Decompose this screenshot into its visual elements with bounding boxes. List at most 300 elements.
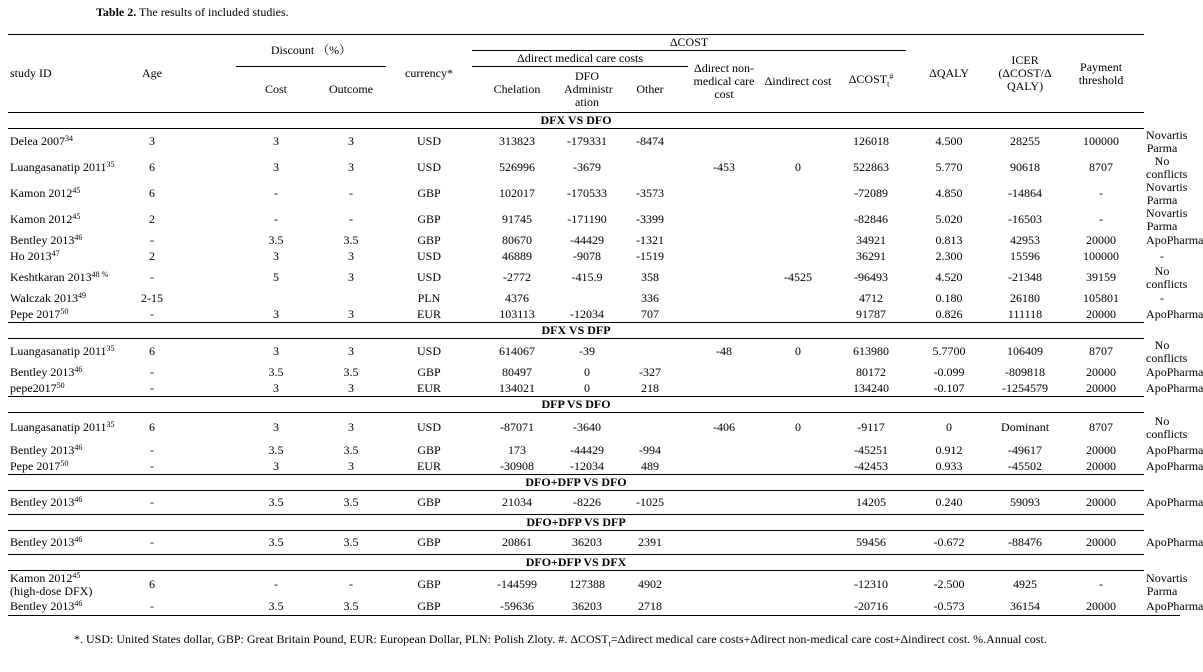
age-cell: - (150, 495, 154, 509)
qaly-cell: -0.672 (933, 535, 965, 549)
total-cell: 80172 (856, 365, 887, 379)
total-cell: -96493 (854, 270, 889, 284)
study-note: (high-dose DFX) (10, 583, 93, 598)
footnote-part1: *. USD: United States dollar, GBP: Great Britain Pound, EUR: European Dollar, PLN: Polish Zloty. #. ΔCOST (74, 632, 609, 646)
study-name: Bentley 2013 (10, 599, 75, 614)
study-id-cell (8, 181, 120, 207)
header-outcome: Outcome (316, 67, 386, 113)
outcome-cell: 3 (348, 344, 354, 359)
conflicts-cell: ApoPharma (1146, 495, 1203, 509)
study-reference: 46 (74, 365, 83, 374)
study-reference: 45 (72, 212, 81, 221)
indirect-cell (760, 531, 836, 555)
threshold-cell: 8707 (1089, 344, 1114, 359)
age-cell: 6 (149, 186, 155, 200)
dfo-admin-cell: -8226 (573, 495, 602, 509)
spacer-cell (184, 249, 236, 265)
currency-cell: PLN (417, 291, 441, 305)
nonmed-cell (688, 599, 760, 616)
icer-cell: 106409 (1007, 344, 1044, 359)
table-row (8, 265, 1180, 291)
table-row (8, 365, 1180, 381)
study-reference: 46 (74, 495, 83, 504)
total-cell: 91787 (856, 306, 887, 321)
study-id-cell (8, 207, 120, 233)
other-cell: 336 (641, 291, 660, 305)
conflicts-cell: ApoPharma (1146, 459, 1203, 473)
spacer-cell (184, 339, 236, 365)
total-cell: 34921 (856, 233, 887, 247)
study-id-cell (8, 129, 120, 155)
age-cell: 6 (149, 420, 155, 435)
icer-cell: 36154 (992, 599, 1058, 616)
qaly-cell: 5.7700 (932, 344, 966, 359)
threshold-cell: 20000 (1086, 233, 1117, 247)
study-name: Kamon 2012 (10, 212, 73, 226)
dfo-admin-cell (562, 291, 612, 307)
study-name: Luangasanatip 2011 (10, 344, 107, 359)
outcome-cell: 3.5 (343, 233, 359, 247)
outcome-cell: - (349, 577, 353, 592)
study-id-cell (8, 339, 120, 365)
qaly-cell: -0.107 (933, 380, 965, 395)
table-row (8, 459, 1180, 475)
chelation-cell: 614067 (499, 344, 536, 359)
chelation-cell: 20861 (502, 535, 533, 549)
table-row (8, 249, 1180, 265)
currency-cell: USD (417, 249, 442, 263)
icer-cell: -45502 (1008, 458, 1043, 473)
footnote (74, 628, 1114, 655)
section-title: DFO+DFP VS DFP (8, 515, 1144, 531)
icer-cell: 15596 (1010, 249, 1041, 263)
qaly-cell: 0 (946, 420, 953, 435)
table-row (8, 307, 1180, 323)
study-reference: 46 (74, 233, 83, 242)
study-reference: 35 (106, 160, 115, 169)
currency-cell: USD (417, 134, 442, 149)
chelation-cell: 80497 (502, 365, 533, 379)
study-id-cell (8, 155, 120, 181)
dfo-admin-cell: -179331 (567, 134, 608, 149)
indirect-cell (760, 381, 836, 397)
outcome-cell: 3 (348, 270, 354, 284)
study-id-cell (8, 233, 120, 249)
nonmed-cell (688, 443, 760, 459)
outcome-cell: 3.5 (343, 443, 359, 457)
indirect-cell: 0 (795, 344, 802, 359)
study-id-cell (8, 491, 120, 515)
threshold-cell: 100000 (1083, 134, 1120, 149)
indirect-cell (760, 599, 836, 616)
qaly-cell: 5.020 (935, 212, 963, 226)
threshold-cell: - (1099, 212, 1104, 226)
study-id-cell (8, 365, 120, 381)
header-chelation: Chelation (472, 67, 562, 113)
section-title: DFX VS DFO (8, 113, 1144, 129)
currency-cell: EUR (417, 458, 442, 473)
total-cell: 14205 (856, 495, 887, 509)
cost-cell: 3 (273, 380, 279, 395)
study-id-cell (8, 599, 120, 616)
conflicts-cell: ApoPharma (1146, 233, 1203, 247)
spacer-cell (184, 599, 236, 616)
icer-cell: -1254579 (1002, 380, 1049, 395)
table-row (8, 381, 1180, 397)
study-id-cell (8, 459, 120, 475)
qaly-cell: 4.500 (935, 134, 963, 149)
nonmed-cell (688, 249, 760, 265)
threshold-cell: 20000 (1058, 599, 1144, 616)
header-direct-medical: Δdirect medical care costs (472, 51, 688, 67)
spacer-cell (184, 181, 236, 207)
nonmed-cell (688, 307, 760, 323)
threshold-cell: 20000 (1086, 458, 1117, 473)
other-cell: -1321 (636, 233, 665, 247)
table-row (8, 181, 1180, 207)
study-reference: 46 (74, 443, 83, 452)
nonmed-cell: -406 (713, 420, 736, 435)
threshold-cell: - (1099, 577, 1104, 592)
qaly-cell: 0.933 (935, 458, 963, 473)
threshold-cell: 20000 (1086, 495, 1117, 509)
study-name: Pepe 2017 (10, 306, 61, 321)
icer-cell: 4925 (1013, 577, 1038, 592)
section-header (8, 397, 1180, 413)
spacer-cell (184, 413, 236, 443)
threshold-cell: 20000 (1086, 443, 1117, 457)
spacer-cell (184, 459, 236, 475)
icer-cell: 26180 (1010, 291, 1041, 305)
header-delta-cost: ΔCOST (472, 35, 906, 51)
study-name: Bentley 2013 (10, 495, 75, 509)
study-id-cell (8, 249, 120, 265)
outcome-cell (316, 291, 386, 307)
conflicts-cell: - (1160, 291, 1165, 305)
other-cell: -1025 (636, 495, 665, 509)
qaly-cell: 0.912 (935, 443, 963, 457)
icer-cell: -49617 (1008, 443, 1043, 457)
other-cell: 218 (641, 380, 660, 395)
study-reference: 45 (72, 186, 81, 195)
section-header (8, 113, 1180, 129)
outcome-cell: 3 (348, 134, 354, 149)
dfo-admin-cell: -3679 (573, 160, 602, 174)
spacer-cell (184, 365, 236, 381)
header-study-id: study ID (8, 35, 120, 113)
study-reference: 50 (56, 380, 65, 390)
threshold-cell: 39159 (1086, 270, 1117, 284)
conflicts-cell: ApoPharma (1146, 307, 1203, 321)
spacer-cell (184, 381, 236, 397)
chelation-cell: 526996 (499, 160, 536, 174)
caption-text: The results of included studies. (136, 5, 289, 19)
age-cell: 2-15 (141, 291, 163, 305)
other-cell: -994 (639, 443, 662, 457)
age-cell: - (150, 458, 154, 473)
cost-cell: 3.5 (268, 443, 284, 457)
header-age: Age (120, 35, 184, 113)
currency-cell: GBP (417, 577, 441, 592)
header-delta-cost-t-sub: t (887, 79, 890, 89)
nonmed-cell (688, 233, 760, 249)
study-reference: 46 (74, 535, 83, 544)
nonmed-cell (688, 459, 760, 475)
indirect-cell (760, 207, 836, 233)
study-reference: 50 (60, 458, 69, 468)
conflicts-cell: ApoPharma (1146, 365, 1203, 379)
qaly-cell: 0.813 (935, 233, 963, 247)
nonmed-cell (688, 181, 760, 207)
cost-cell: 3 (273, 420, 279, 435)
outcome-cell: 3.5 (343, 495, 359, 509)
total-cell: 522863 (853, 160, 890, 174)
currency-cell: GBP (417, 233, 441, 247)
study-name: Luangasanatip 2011 (10, 420, 107, 435)
outcome-cell: 3.5 (343, 365, 359, 379)
outcome-cell: 3 (348, 249, 354, 263)
total-cell: 613980 (853, 344, 890, 359)
qaly-cell: -0.099 (933, 365, 965, 379)
outcome-cell: 3 (348, 420, 354, 435)
study-reference: 35 (106, 420, 115, 430)
dfo-admin-cell: -39 (579, 344, 596, 359)
currency-cell: GBP (417, 365, 441, 379)
cost-cell: - (274, 186, 278, 200)
dfo-admin-cell: -44429 (570, 443, 605, 457)
spacer-cell (184, 531, 236, 555)
indirect-cell (760, 491, 836, 515)
conflicts-cell: ApoPharma (1146, 535, 1203, 549)
study-name: pepe2017 (10, 380, 57, 395)
results-table (8, 34, 1203, 616)
caption-label: Table 2. (96, 5, 137, 19)
other-cell (612, 339, 688, 365)
cost-cell: 3.5 (268, 233, 284, 247)
threshold-cell: 8707 (1089, 160, 1114, 174)
indirect-cell (760, 307, 836, 323)
conflicts-cell: Novartis Parma (1146, 570, 1188, 598)
study-name: Pepe 2017 (10, 458, 61, 473)
qaly-cell: 5.770 (935, 160, 963, 174)
header-threshold: Payment threshold (1058, 35, 1144, 113)
table-row (8, 599, 1180, 616)
outcome-cell: - (349, 186, 353, 200)
table-row (8, 413, 1180, 443)
icer-cell: -88476 (1008, 535, 1043, 549)
section-header (8, 475, 1180, 491)
icer-cell: -16503 (1008, 212, 1043, 226)
spacer-cell (184, 155, 236, 181)
conflicts-cell: ApoPharma (1146, 443, 1203, 457)
outcome-cell: 3.5 (343, 535, 359, 549)
age-cell: 2 (149, 212, 155, 226)
nonmed-cell (688, 381, 760, 397)
dfo-admin-cell: -415.9 (571, 270, 603, 284)
conflicts-cell: No conflicts (1146, 153, 1188, 181)
total-cell: -42453 (854, 458, 889, 473)
header-indirect: Δindirect cost (760, 51, 836, 113)
threshold-cell: 20000 (1086, 306, 1117, 321)
study-reference: 47 (51, 249, 60, 258)
dfo-admin-cell: -171190 (567, 212, 607, 226)
dfo-admin-cell: 0 (584, 365, 591, 379)
threshold-cell: 20000 (1086, 365, 1117, 379)
icer-cell: 111118 (1007, 306, 1043, 321)
spacer-cell (184, 233, 236, 249)
chelation-cell: -87071 (500, 420, 535, 435)
outcome-cell: 3 (348, 380, 354, 395)
study-name: Keshtkaran 2013 (10, 270, 92, 284)
dfo-admin-cell: -9078 (573, 249, 602, 263)
total-cell: -20716 (836, 599, 906, 616)
conflicts-cell: Novartis Parma (1146, 179, 1188, 207)
dfo-admin-cell: -170533 (567, 186, 608, 200)
conflicts-cell: - (1160, 249, 1165, 263)
study-name: Walczak 2013 (10, 291, 79, 305)
cost-cell: 3.5 (268, 495, 284, 509)
currency-cell: GBP (417, 186, 441, 200)
table-header (8, 35, 1180, 113)
cost-cell: 3.5 (268, 535, 284, 549)
table-row (8, 571, 1180, 599)
study-id-cell (8, 443, 120, 459)
nonmed-cell (688, 291, 760, 307)
nonmed-cell (688, 207, 760, 233)
nonmed-cell (688, 129, 760, 155)
study-reference: 35 (106, 344, 115, 354)
chelation-cell: 46889 (502, 249, 533, 263)
cost-cell: 3 (273, 249, 279, 263)
dfo-admin-cell: 127388 (569, 577, 606, 592)
chelation-cell: -59636 (472, 599, 562, 616)
currency-cell: GBP (386, 599, 472, 616)
indirect-cell (760, 459, 836, 475)
cost-cell: 3 (273, 306, 279, 321)
study-reference: 45 (72, 570, 81, 580)
total-cell: -45251 (854, 443, 889, 457)
study-id-cell (8, 413, 120, 443)
age-cell: - (150, 535, 154, 549)
table-row (8, 531, 1180, 555)
chelation-cell: 91745 (502, 212, 533, 226)
other-cell (612, 413, 688, 443)
currency-cell: EUR (417, 306, 442, 321)
spacer-cell (184, 307, 236, 323)
study-id-cell (8, 291, 120, 307)
indirect-cell (760, 249, 836, 265)
outcome-cell: 3 (348, 458, 354, 473)
currency-cell: USD (417, 270, 442, 284)
conflicts-cell: No conflicts (1146, 413, 1188, 441)
study-name: Kamon 2012 (10, 570, 73, 585)
qaly-cell: 0.180 (935, 291, 963, 305)
threshold-cell: 20000 (1086, 535, 1117, 549)
chelation-cell: -2772 (503, 270, 532, 284)
study-name: Ho 2013 (10, 249, 52, 263)
section-title: DFO+DFP VS DFX (8, 555, 1144, 571)
section-header (8, 323, 1180, 339)
nonmed-cell (688, 491, 760, 515)
other-cell: 2718 (612, 599, 688, 616)
icer-cell: -21348 (1008, 270, 1043, 284)
spacer-cell (184, 443, 236, 459)
dfo-admin-cell: -44429 (570, 233, 605, 247)
chelation-cell: 21034 (502, 495, 533, 509)
study-reference: 49 (78, 291, 87, 300)
threshold-cell: 105801 (1083, 291, 1120, 305)
header-delta-cost-t-label: ΔCOST (848, 71, 888, 86)
age-cell: - (150, 306, 154, 321)
other-cell: -1519 (636, 249, 665, 263)
icer-cell: 90618 (1010, 160, 1041, 174)
other-cell: 489 (641, 458, 660, 473)
chelation-cell: 313823 (499, 134, 536, 149)
table-row (8, 129, 1180, 155)
table-row (8, 155, 1180, 181)
chelation-cell: -30908 (500, 458, 535, 473)
indirect-cell (760, 291, 836, 307)
cost-cell (236, 291, 316, 307)
spacer-cell (184, 265, 236, 291)
indirect-cell: 0 (795, 160, 802, 174)
dfo-admin-cell: 0 (584, 380, 591, 395)
total-cell: 134240 (853, 380, 890, 395)
other-cell: -3573 (636, 186, 665, 200)
spacer-cell (184, 571, 236, 599)
other-cell: 2391 (638, 535, 663, 549)
table-row (8, 291, 1180, 307)
cost-cell: 5 (273, 270, 279, 284)
chelation-cell: 134021 (499, 380, 536, 395)
conflicts-cell: No conflicts (1146, 263, 1188, 291)
qaly-cell: -2.500 (933, 577, 965, 592)
study-name: Bentley 2013 (10, 535, 75, 549)
dfo-admin-cell: -12034 (570, 458, 605, 473)
cost-cell: 3.5 (268, 365, 284, 379)
nonmed-cell (688, 265, 760, 291)
qaly-cell: 0.240 (935, 495, 963, 509)
chelation-cell: 103113 (499, 306, 535, 321)
conflicts-cell: No conflicts (1146, 337, 1188, 365)
threshold-cell: 8707 (1089, 420, 1114, 435)
icer-cell: -14864 (1008, 186, 1043, 200)
header-cost: Cost (236, 67, 316, 113)
total-cell: 36291 (856, 249, 887, 263)
outcome-cell: 3.5 (316, 599, 386, 616)
currency-cell: GBP (417, 443, 441, 457)
icer-cell: 28255 (1010, 134, 1041, 149)
cost-cell: 3.5 (236, 599, 316, 616)
study-id-cell (8, 307, 120, 323)
total-cell: -82846 (854, 212, 889, 226)
age-cell: 3 (149, 134, 155, 149)
cost-cell: - (274, 212, 278, 226)
study-reference: 34 (64, 134, 73, 144)
currency-cell: USD (417, 344, 442, 359)
currency-cell: GBP (417, 495, 441, 509)
cost-cell: 3 (273, 160, 279, 174)
study-id-cell (8, 531, 120, 555)
dfo-admin-cell: -3640 (573, 420, 602, 435)
outcome-cell: 3 (348, 306, 354, 321)
indirect-cell (760, 181, 836, 207)
study-name: Bentley 2013 (10, 233, 75, 247)
table-row (8, 443, 1180, 459)
icer-cell: Dominant (1001, 420, 1050, 435)
nonmed-cell: -48 (716, 344, 733, 359)
header-delta-cost-t-sup: # (889, 71, 894, 81)
